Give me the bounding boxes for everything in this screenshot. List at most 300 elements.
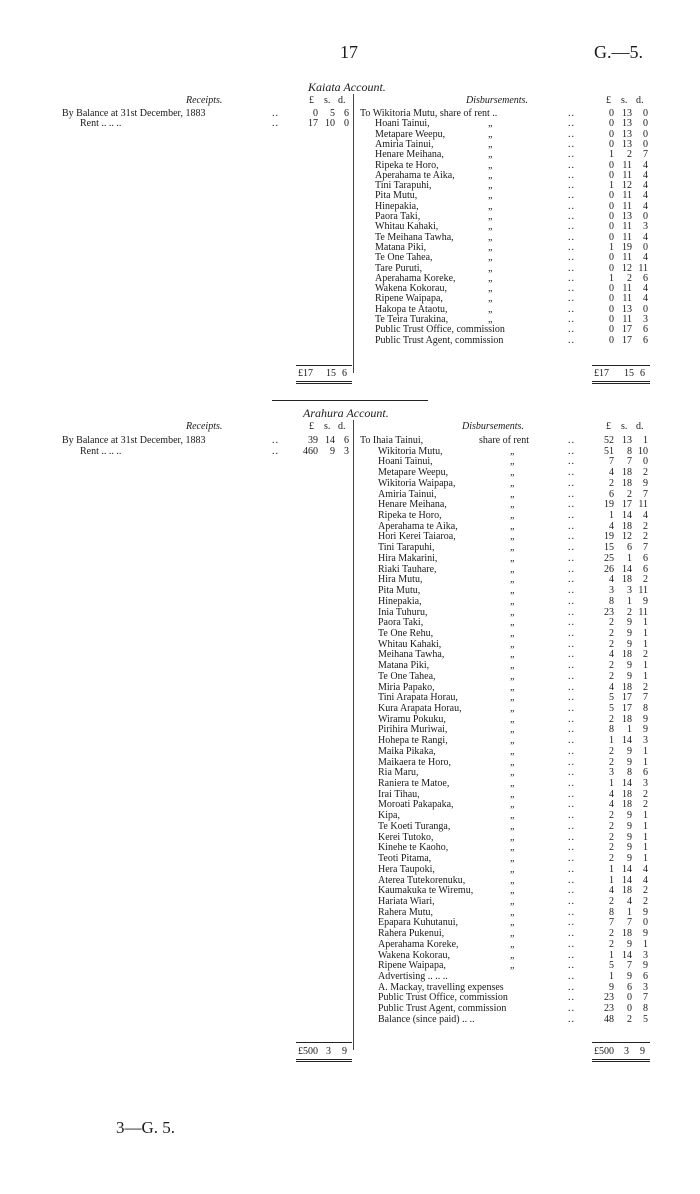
receipts-pound-header: £ [309, 421, 314, 432]
payee-name: Maikaera te Horo, [378, 756, 452, 768]
disb-pounds: 0 [609, 334, 614, 346]
disb-shillings: 18 [622, 928, 632, 940]
disb-pounds: 1 [609, 863, 614, 875]
receipt-shillings: 10 [325, 118, 335, 130]
disbursement-leader: .. [568, 992, 575, 1004]
receipt-label: Rent .. .. .. [80, 445, 122, 457]
disbursements-total-rule [592, 1042, 650, 1043]
ditto-mark: „ [510, 606, 515, 618]
ditto-mark: „ [510, 563, 515, 575]
payee-name: Public Trust Agent, commission [378, 1003, 507, 1015]
ditto-mark: „ [488, 283, 493, 295]
disbursement-leader: .. [568, 767, 575, 779]
disb-shillings: 1 [627, 552, 632, 564]
receipt-pounds: 0 [313, 108, 318, 119]
disb-pounds: 2 [609, 670, 614, 682]
disb-pounds: 23 [604, 992, 614, 1004]
ditto-mark: „ [510, 574, 515, 586]
disbursement-leader: .. [568, 1003, 575, 1015]
disb-pence: 1 [643, 938, 648, 950]
receipt-pounds: 460 [303, 445, 318, 457]
disb-shillings: 7 [627, 917, 632, 929]
ditto-mark: „ [510, 445, 515, 457]
ditto-mark: „ [488, 231, 493, 243]
disbursement-leader: .. [568, 1013, 575, 1025]
disb-pounds: 4 [609, 520, 614, 532]
disbursement-leader: .. [568, 842, 575, 854]
disb-pence: 11 [638, 499, 648, 511]
disb-pence: 1 [643, 660, 648, 672]
payee-name: Te One Rehu, [378, 627, 434, 639]
disb-pence: 4 [643, 200, 648, 212]
disb-pounds: 26 [604, 563, 614, 575]
disb-shillings: 11 [622, 159, 632, 171]
payee-name: Tini Tarapuhi, [378, 542, 435, 554]
disbursement-leader: .. [568, 627, 575, 639]
disbursement-leader: .. [568, 190, 575, 202]
disb-pence: 6 [643, 334, 648, 346]
disbursement-leader: .. [568, 293, 575, 305]
disbursement-leader: .. [568, 488, 575, 500]
disb-pounds: 4 [609, 799, 614, 811]
disb-pounds: 3 [609, 767, 614, 779]
disb-pounds: 0 [609, 221, 614, 233]
disb-pence: 0 [643, 211, 648, 222]
payee-name: Paora Taki, [378, 617, 424, 629]
payee-name: Ripeka te Horo, [375, 159, 439, 171]
disb-shillings: 2 [627, 149, 632, 161]
disb-pence: 1 [643, 435, 648, 446]
receipts-header: Receipts. [186, 421, 223, 432]
receipt-label: By Balance at 31st December, 1883 [62, 435, 206, 446]
payee-name: Rahera Pukenui, [378, 928, 445, 940]
receipt-pence: 6 [344, 435, 349, 446]
disbursement-leader: .. [568, 928, 575, 940]
disb-pounds: 2 [609, 820, 614, 832]
disb-pounds: 1 [609, 149, 614, 161]
disb-pounds: 2 [609, 810, 614, 822]
disb-shillings: 11 [622, 221, 632, 233]
ditto-mark: „ [510, 627, 515, 639]
disb-pence: 4 [643, 169, 648, 181]
disb-pence: 8 [643, 703, 648, 714]
disb-pence: 2 [643, 885, 648, 897]
ditto-mark: „ [510, 917, 515, 929]
disb-pence: 3 [643, 949, 648, 961]
payee-name: Meihana Tawha, [378, 649, 445, 661]
ditto-mark: „ [510, 874, 515, 886]
disb-shillings: 11 [622, 200, 632, 212]
payee-name: Te One Tahea, [378, 670, 436, 682]
disbursement-leader: .. [568, 724, 575, 736]
disb-pounds: 5 [609, 703, 614, 714]
disb-shillings: 9 [627, 617, 632, 629]
payee-name: Wakena Kokorau, [375, 283, 447, 295]
disb-shillings: 18 [622, 885, 632, 897]
disb-pounds: 4 [609, 788, 614, 800]
disbursement-leader: .. [568, 574, 575, 586]
payee-name: Amiria Tainui, [378, 488, 437, 500]
payee-name: Kerei Tutoko, [378, 831, 434, 843]
ditto-mark: „ [488, 314, 493, 325]
payee-name: Ripene Waipapa, [378, 960, 446, 972]
disb-pence: 4 [643, 180, 648, 192]
disb-shillings: 9 [627, 756, 632, 768]
disb-pence: 11 [638, 606, 648, 618]
disb-pounds: 8 [609, 595, 614, 607]
disb-shillings: 14 [622, 735, 632, 747]
disb-shillings: 13 [622, 435, 632, 446]
disb-pence: 1 [643, 831, 648, 843]
payee-name: Ripeka te Horo, [378, 510, 442, 522]
disb-pence: 9 [643, 477, 648, 489]
disb-pence: 1 [643, 842, 648, 854]
payee-name: Moroati Pakapaka, [378, 799, 454, 811]
payee-name: To Ihaia Tainui, [360, 435, 424, 446]
receipt-shillings: 9 [330, 445, 335, 457]
disbursement-leader: .. [568, 649, 575, 661]
disb-pence-header: d. [636, 421, 644, 432]
disb-pence: 9 [643, 595, 648, 607]
disbursement-leader: .. [568, 563, 575, 575]
disbursement-leader: .. [568, 820, 575, 832]
disb-shillings: 11 [622, 314, 632, 325]
disbursement-leader: .. [568, 831, 575, 843]
payee-name: Henare Meihana, [375, 149, 444, 161]
disb-pence: 4 [643, 863, 648, 875]
disbursement-leader: .. [568, 960, 575, 972]
disbursement-leader: .. [568, 324, 575, 336]
disbursement-leader: .. [568, 638, 575, 650]
disb-pounds: 0 [609, 314, 614, 325]
payee-name: Aperahama te Aika, [375, 169, 455, 181]
disbursement-leader: .. [568, 692, 575, 704]
disb-pounds: 9 [609, 981, 614, 993]
disbursement-leader: .. [568, 262, 575, 274]
disbursement-leader: .. [568, 660, 575, 672]
disb-pence: 0 [643, 128, 648, 140]
disbursement-leader: .. [568, 180, 575, 192]
payee-name: Matana Piki, [378, 660, 430, 672]
disb-pounds: 7 [609, 456, 614, 468]
ditto-mark: „ [510, 949, 515, 961]
payee-name: Henare Meihana, [378, 499, 447, 511]
disb-total-shillings: 15 [624, 368, 634, 379]
disb-pence: 7 [643, 992, 648, 1004]
disb-pence: 8 [643, 1003, 648, 1015]
disb-pounds: 0 [609, 231, 614, 243]
disbursement-leader: .. [568, 477, 575, 489]
ditto-mark: „ [510, 649, 515, 661]
disb-pounds: 1 [609, 949, 614, 961]
disb-shillings: 1 [627, 724, 632, 736]
receipt-leader: .. [272, 435, 279, 446]
disb-shillings: 18 [622, 788, 632, 800]
ditto-mark: „ [510, 552, 515, 564]
disb-pence: 6 [643, 272, 648, 284]
disb-pence: 2 [643, 574, 648, 586]
ditto-mark: „ [488, 138, 493, 150]
ditto-mark: „ [510, 531, 515, 543]
disb-pounds: 51 [604, 445, 614, 457]
ditto-mark: „ [510, 542, 515, 554]
disb-pounds: 0 [609, 252, 614, 264]
disbursement-leader: .. [568, 542, 575, 554]
ditto-mark: „ [488, 190, 493, 202]
disb-shillings: 7 [627, 456, 632, 468]
ditto-mark: „ [488, 118, 493, 130]
payee-name: Metapare Weepu, [378, 467, 449, 479]
disb-shillings: 9 [627, 938, 632, 950]
ditto-mark: „ [510, 820, 515, 832]
ditto-mark: „ [488, 211, 493, 222]
receipt-pounds: 17 [308, 118, 318, 130]
disb-pounds: 4 [609, 649, 614, 661]
disb-shillings: 14 [622, 563, 632, 575]
receipts-total-pounds: £500 [298, 1046, 318, 1057]
disb-pounds: 0 [609, 324, 614, 336]
disb-pence: 1 [643, 670, 648, 682]
ditto-mark: „ [488, 128, 493, 140]
ditto-mark: „ [510, 617, 515, 629]
disb-shillings: 11 [622, 293, 632, 305]
receipts-double-rule [296, 383, 352, 384]
disb-pounds: 4 [609, 885, 614, 897]
disb-shillings: 7 [627, 960, 632, 972]
ditto-mark: „ [510, 703, 515, 714]
disbursement-leader: .. [568, 456, 575, 468]
disb-pence: 1 [643, 638, 648, 650]
disb-pounds: 7 [609, 917, 614, 929]
disb-shillings: 18 [622, 649, 632, 661]
disb-pounds: 2 [609, 842, 614, 854]
disb-total-pounds: £17 [594, 368, 609, 379]
disb-pounds: 1 [609, 510, 614, 522]
disb-pence: 6 [643, 563, 648, 575]
disb-shillings: 9 [627, 831, 632, 843]
disb-pence: 1 [643, 745, 648, 757]
ditto-mark: „ [488, 169, 493, 181]
payee-name: Kura Arapata Horau, [378, 703, 462, 714]
disb-pence: 9 [643, 960, 648, 972]
disb-shillings: 18 [622, 477, 632, 489]
ditto-mark: „ [510, 510, 515, 522]
ditto-mark: „ [510, 477, 515, 489]
ditto-mark: „ [510, 799, 515, 811]
disb-total-pence: 9 [640, 1046, 645, 1057]
disbursement-leader: .. [568, 938, 575, 950]
disb-pence: 1 [643, 820, 648, 832]
disb-pence: 2 [643, 531, 648, 543]
disb-shillings: 11 [622, 231, 632, 243]
receipt-shillings: 14 [325, 435, 335, 446]
ditto-mark: „ [510, 788, 515, 800]
disb-pounds: 8 [609, 906, 614, 918]
section-separator-rule [272, 400, 428, 401]
disbursement-leader: .. [568, 810, 575, 822]
disb-shillings: 2 [627, 488, 632, 500]
ditto-mark: „ [510, 520, 515, 532]
payee-name: Amiria Tainui, [375, 138, 434, 150]
ditto-mark: „ [510, 638, 515, 650]
disbursements-double-rule [592, 383, 650, 384]
ditto-mark: „ [488, 272, 493, 284]
disbursement-leader: .. [568, 745, 575, 757]
disb-shilling-header: s. [621, 421, 628, 432]
ditto-mark: „ [510, 928, 515, 940]
disbursement-leader: .. [568, 252, 575, 264]
ditto-mark: „ [510, 456, 515, 468]
receipt-label: Rent .. .. .. [80, 118, 122, 130]
disb-pounds: 0 [609, 293, 614, 305]
receipts-pence-header: d. [338, 95, 346, 106]
disb-shillings: 14 [622, 778, 632, 790]
disb-pounds: 1 [609, 735, 614, 747]
disb-pounds: 2 [609, 745, 614, 757]
disb-pence: 0 [643, 108, 648, 119]
disb-pence: 0 [643, 303, 648, 315]
receipt-leader: .. [272, 108, 279, 119]
disb-shillings: 0 [627, 1003, 632, 1015]
disb-shillings: 13 [622, 303, 632, 315]
disbursement-leader: .. [568, 981, 575, 993]
disbursements-total-rule [592, 365, 650, 366]
ditto-mark: „ [488, 200, 493, 212]
ditto-mark: „ [488, 180, 493, 192]
disb-shillings: 18 [622, 467, 632, 479]
payee-name: Tini Tarapuhi, [375, 180, 432, 192]
disb-shillings: 2 [627, 606, 632, 618]
payee-name: Wiramu Pokuku, [378, 713, 446, 725]
disbursement-leader: .. [568, 169, 575, 181]
receipt-pence: 6 [344, 108, 349, 119]
disb-shillings: 8 [627, 767, 632, 779]
receipt-label: By Balance at 31st December, 1883 [62, 108, 206, 119]
disb-pounds: 0 [609, 118, 614, 130]
receipts-shilling-header: s. [324, 421, 331, 432]
ditto-mark: „ [510, 906, 515, 918]
disbursement-leader: .. [568, 108, 575, 119]
disb-shillings: 17 [622, 499, 632, 511]
payee-name: Pita Mutu, [378, 585, 421, 597]
ditto-mark: „ [510, 670, 515, 682]
disb-pounds: 2 [609, 938, 614, 950]
disb-pounds: 6 [609, 488, 614, 500]
payee-name: Kinehe te Kaoho, [378, 842, 449, 854]
disb-pounds: 19 [604, 531, 614, 543]
payee-name: Wikitoria Mutu, [378, 445, 443, 457]
ditto-mark: „ [488, 252, 493, 264]
payee-name: Hori Kerei Taiaroa, [378, 531, 456, 543]
disb-pence: 4 [643, 293, 648, 305]
disbursement-leader: .. [568, 445, 575, 457]
disb-shillings: 9 [627, 670, 632, 682]
disb-pence: 2 [643, 520, 648, 532]
ditto-mark: „ [488, 221, 493, 233]
disb-pence: 7 [643, 692, 648, 704]
disb-pounds: 5 [609, 692, 614, 704]
disbursement-leader: .. [568, 895, 575, 907]
disbursement-leader: .. [568, 200, 575, 212]
disbursement-leader: .. [568, 499, 575, 511]
ditto-mark: „ [510, 842, 515, 854]
disbursements-header: Disbursements. [462, 421, 524, 432]
disbursement-leader: .. [568, 303, 575, 315]
payee-name: A. Mackay, travelling expenses [378, 981, 504, 993]
disb-pounds: 1 [609, 272, 614, 284]
payee-name: Public Trust Office, commission [375, 324, 505, 336]
disbursement-leader: .. [568, 670, 575, 682]
ditto-mark: „ [510, 810, 515, 822]
disb-pence: 0 [643, 456, 648, 468]
payee-name: Whitau Kahaki, [375, 221, 439, 233]
disb-pounds: 0 [609, 108, 614, 119]
disbursement-leader: .. [568, 713, 575, 725]
disb-pence: 9 [643, 713, 648, 725]
payee-name: Hoani Tainui, [375, 118, 430, 130]
disb-pence: 2 [643, 799, 648, 811]
payee-name: Wakena Kokorau, [378, 949, 450, 961]
payee-name: Te Teira Turakina, [375, 314, 449, 325]
disb-pence: 4 [643, 510, 648, 522]
ditto-mark: „ [510, 853, 515, 865]
disb-pounds: 1 [609, 778, 614, 790]
disb-shillings: 9 [627, 660, 632, 672]
disb-pounds: 1 [609, 180, 614, 192]
ditto-mark: „ [510, 778, 515, 790]
disb-pence: 2 [643, 895, 648, 907]
disbursement-leader: .. [568, 756, 575, 768]
disb-pence: 3 [643, 778, 648, 790]
disbursement-leader: .. [568, 617, 575, 629]
disbursement-leader: .. [568, 703, 575, 714]
disb-shillings: 11 [622, 169, 632, 181]
disbursement-leader: .. [568, 799, 575, 811]
payee-name: Tare Puruti, [375, 262, 423, 274]
disb-pence: 5 [643, 1013, 648, 1025]
ditto-mark: „ [510, 681, 515, 693]
disb-shillings: 18 [622, 799, 632, 811]
payee-name: Epapara Kuhutanui, [378, 917, 458, 929]
disb-pence: 4 [643, 190, 648, 202]
disb-shillings: 13 [622, 118, 632, 130]
disb-shilling-header: s. [621, 95, 628, 106]
disbursement-leader: .. [568, 906, 575, 918]
ditto-mark: „ [510, 660, 515, 672]
ditto-mark: „ [510, 831, 515, 843]
disb-shillings: 1 [627, 595, 632, 607]
ditto-mark: „ [488, 241, 493, 253]
disb-pounds: 0 [609, 283, 614, 295]
receipts-double-rule [296, 1059, 352, 1060]
payee-name: Hoani Tainui, [378, 456, 433, 468]
payee-name: Te One Tahea, [375, 252, 433, 264]
disb-pounds: 25 [604, 552, 614, 564]
section-title: Arahura Account. [303, 406, 389, 420]
disb-pence: 6 [643, 552, 648, 564]
payee-name: Maika Pikaka, [378, 745, 436, 757]
disb-shillings: 9 [627, 853, 632, 865]
disb-pound-header: £ [606, 95, 611, 106]
disb-shillings: 8 [627, 445, 632, 457]
disbursement-leader: .. [568, 314, 575, 325]
payee-name: Hohepa te Rangi, [378, 735, 448, 747]
disb-shillings: 17 [622, 324, 632, 336]
page-footer: 3—G. 5. [116, 1118, 176, 1137]
disb-shillings: 17 [622, 703, 632, 714]
disbursement-leader: .. [568, 211, 575, 222]
disb-pence: 2 [643, 467, 648, 479]
